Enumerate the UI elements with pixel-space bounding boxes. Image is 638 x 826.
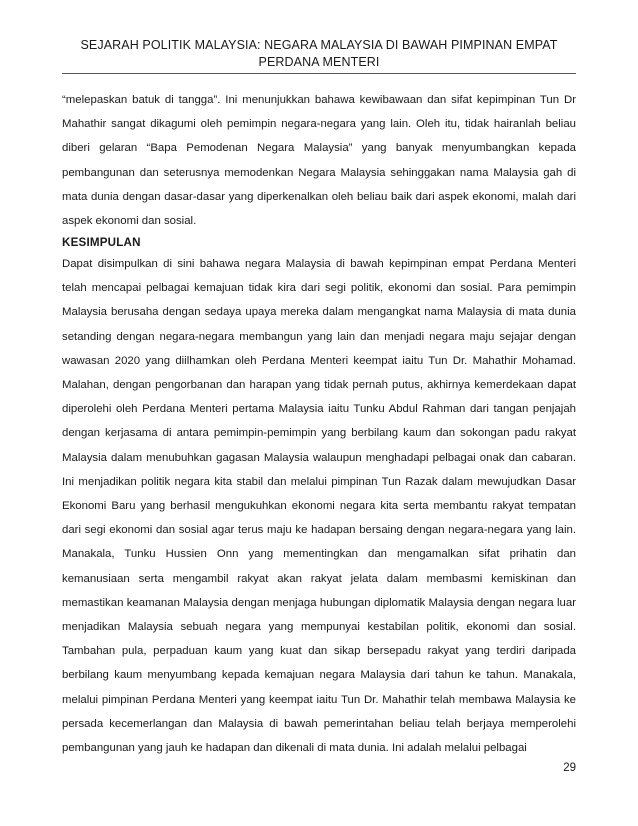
header-title-line-1: SEJARAH POLITIK MALAYSIA: NEGARA MALAYSIA DI BAWAH PIMPINAN EMPAT	[80, 38, 558, 52]
section-heading: KESIMPULAN	[62, 236, 141, 249]
header-divider	[62, 73, 576, 74]
running-header	[60, 37, 578, 71]
page-number: 29	[563, 762, 576, 774]
conclusion-paragraph: Dapat disimpulkan di sini bahawa negara Malaysia di bawah kepimpinan empat Perdana Menteri telah mencapai pelbagai kemajuan tidak kira dari segi politik, ekonomi dan sosial. Para pemimpin Malaysia berusaha dengan sedaya upaya mereka dalam mengangkat nama Malaysia di mata dunia setanding dengan negara-negara membangun yang lain dan menjadi negara maju sejajar dengan wawasan 2020 yang diilhamkan oleh Perdana Menteri keempat iaitu Tun Dr. Mahathir Mohamad. Malahan, dengan pengorbanan dan harapan yang tidak pernah putus, akhirnya kemerdekaan dapat diperolehi oleh Perdana Menteri pertama Malaysia iaitu Tunku Abdul Rahman dari tangan penjajah dengan kerjasama di antara pemimpin-pemimpin yang berbilang kaum dan sokongan padu rakyat Malaysia dalam menubuhkan gagasan Malaysia walaupun menghadapi pelbagai onak dan cabaran. Ini menjadikan politik negara kita stabil dan melalui pimpinan Tun Razak dalam mewujudkan Dasar Ekonomi Baru yang berhasil mengukuhkan ekonomi negara kita serta membantu rakyat tempatan dari segi ekonomi dan sosial agar terus maju ke hadapan bersaing dengan negara-negara yang lain. Manakala, Tunku Hussien Onn yang mementingkan dan mengamalkan sifat prihatin dan kemanusiaan serta mengambil rakyat akan rakyat jelata dalam membasmi kemiskinan dan memastikan keamanan Malaysia dengan menjaga hubungan diplomatik Malaysia dengan negara luar menjadikan Malaysia sebuah negara yang mempunyai kestabilan politik, ekonomi dan sosial. Tambahan pula, perpaduan kaum yang kuat dan sikap bersepadu rakyat yang terdiri daripada berbilang kaum menyumbang kepada kemajuan negara Malaysia dari tahun ke tahun. Manakala, melalui pimpinan Perdana Menteri yang keempat iaitu Tun Dr. Mahathir telah membawa Malaysia ke persada kecemerlangan dan Malaysia di bawah pemerintahan beliau telah berjaya memperolehi pembangunan yang jauh ke hadapan dan dikenali di mata dunia. Ini adalah melalui pelbagai	[62, 258, 576, 755]
header-title-line-2: PERDANA MENTERI	[258, 55, 380, 69]
intro-paragraph: “melepaskan batuk di tangga”. Ini menunjukkan bahawa kewibawaan dan sifat kepimpinan Tun Dr Mahathir sangat dikagumi oleh pemimpin negara-negara yang lain. Oleh itu, tidak hairanlah beliau diberi gelaran “Bapa Pemodenan Negara Malaysia” yang banyak menyumbangkan kepada pembangunan dan seterusnya memodenkan Negara Malaysia sehinggakan nama Malaysia gah di mata dunia dengan dasar-dasar yang diperkenalkan oleh beliau baik dari aspek ekonomi, malah dari aspek ekonomi dan sosial.	[62, 94, 576, 228]
conclusion-section	[62, 252, 576, 760]
intro-section	[62, 88, 576, 233]
